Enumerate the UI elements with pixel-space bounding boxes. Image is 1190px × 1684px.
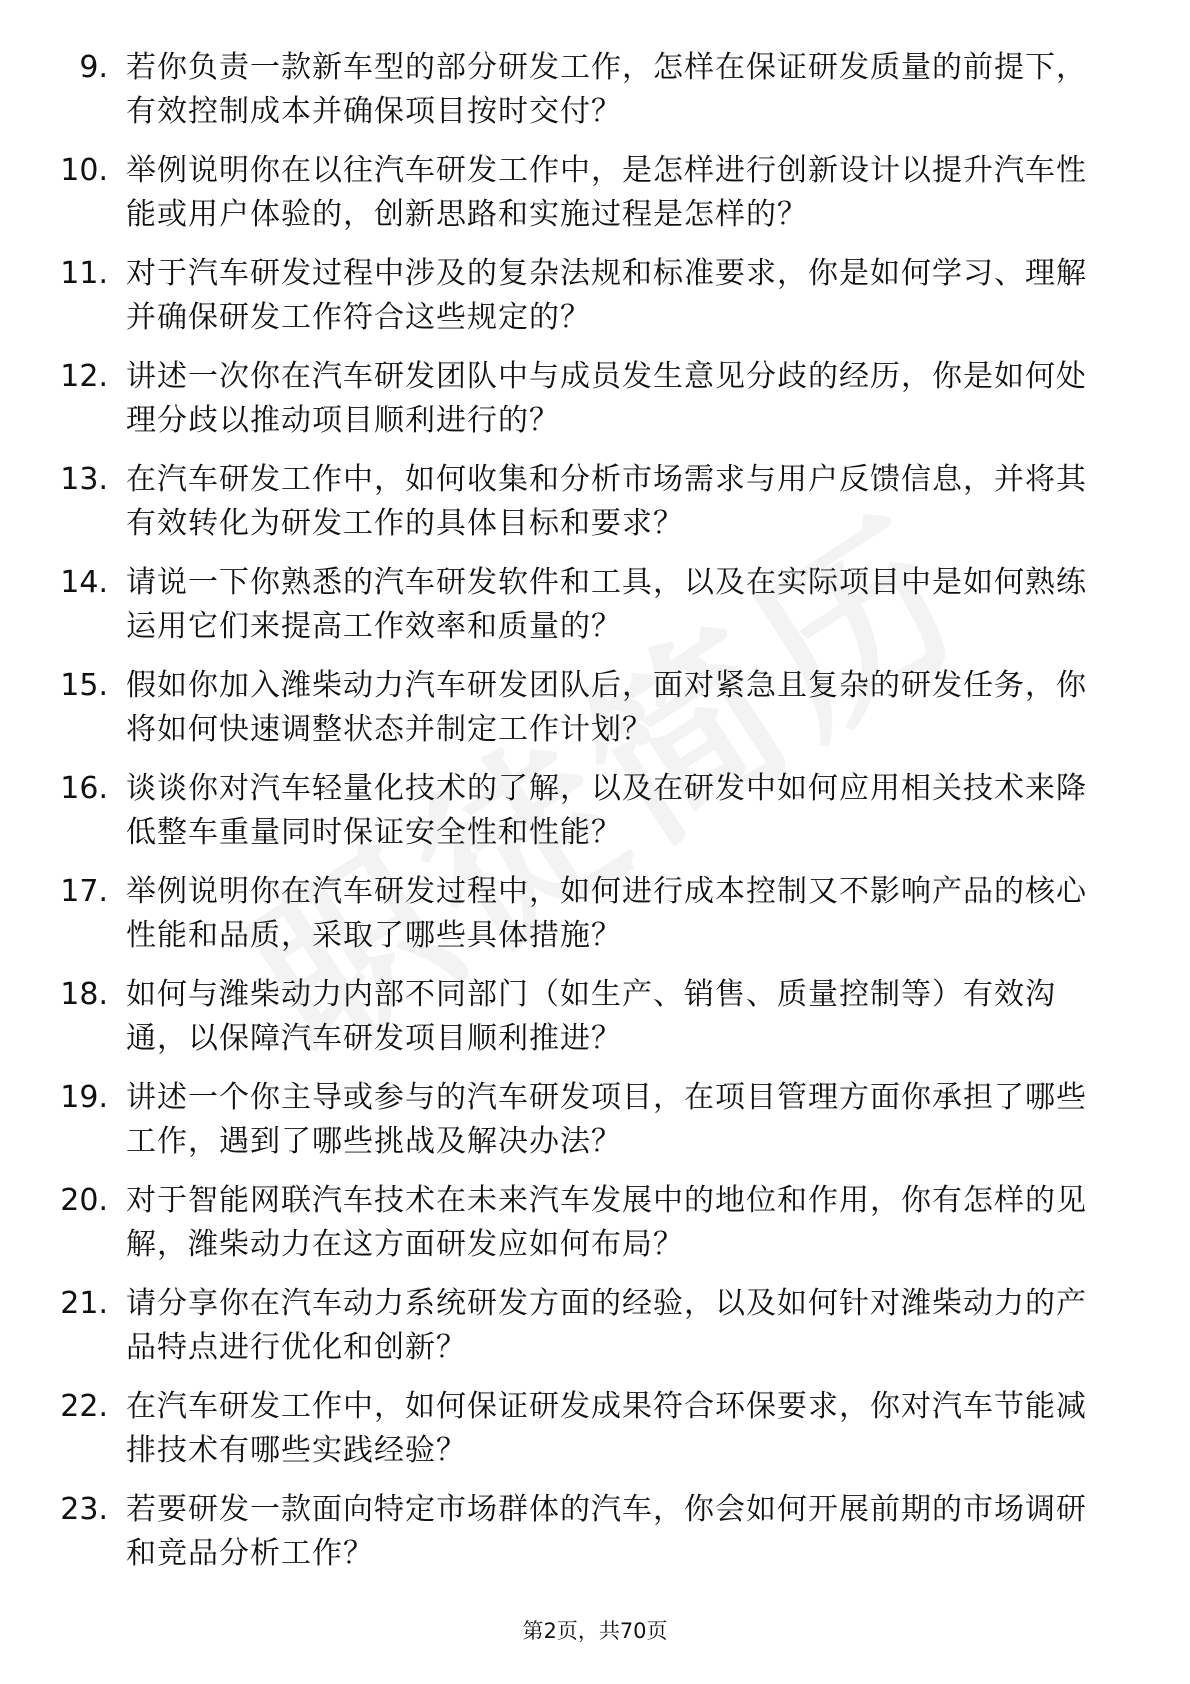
question-item [0, 1076, 1190, 1179]
question-text: 若你负责一款新车型的部分研发工作，怎样在保证研发质量的前提下，有效控制成本并确保项目按时交付？ [126, 50, 1087, 129]
question-text: 举例说明你在以往汽车研发工作中，是怎样进行创新设计以提升汽车性能或用户体验的，创新思路和实施过程是怎样的？ [126, 153, 1087, 232]
question-item [0, 1488, 1190, 1591]
question-item [0, 355, 1190, 458]
question-text: 请分享你在汽车动力系统研发方面的经验，以及如何针对潍柴动力的产品特点进行优化和创新？ [126, 1286, 1087, 1365]
question-number: 14. [60, 565, 108, 600]
question-number: 15. [60, 668, 108, 703]
page-footer: 第2页，共70页 [522, 1619, 668, 1643]
question-text: 举例说明你在汽车研发过程中，如何进行成本控制又不影响产品的核心性能和品质，采取了哪些具体措施？ [126, 874, 1087, 953]
question-item [0, 561, 1190, 664]
question-number: 10. [60, 153, 108, 188]
question-list [0, 46, 1190, 1591]
question-number: 18. [60, 977, 108, 1012]
question-item [0, 458, 1190, 561]
question-text: 讲述一次你在汽车研发团队中与成员发生意见分歧的经历，你是如何处理分歧以推动项目顺利进行的？ [126, 359, 1087, 438]
question-text: 讲述一个你主导或参与的汽车研发项目，在项目管理方面你承担了哪些工作，遇到了哪些挑战及解决办法？ [126, 1080, 1087, 1159]
question-number: 22. [60, 1389, 108, 1424]
question-number: 23. [60, 1492, 108, 1527]
question-item [0, 664, 1190, 767]
question-item [0, 46, 1190, 149]
question-text: 对于智能网联汽车技术在未来汽车发展中的地位和作用，你有怎样的见解，潍柴动力在这方面研发应如何布局？ [126, 1183, 1087, 1262]
question-text: 请说一下你熟悉的汽车研发软件和工具，以及在实际项目中是如何熟练运用它们来提高工作效率和质量的？ [126, 565, 1087, 644]
question-item [0, 767, 1190, 870]
question-number: 11. [60, 256, 108, 291]
question-item [0, 1282, 1190, 1385]
question-item [0, 870, 1190, 973]
question-number: 9. [79, 50, 108, 85]
question-number: 16. [60, 771, 108, 806]
question-text: 若要研发一款面向特定市场群体的汽车，你会如何开展前期的市场调研和竞品分析工作？ [126, 1492, 1087, 1571]
question-item [0, 1179, 1190, 1282]
question-number: 13. [60, 462, 108, 497]
question-item [0, 1385, 1190, 1488]
question-number: 19. [60, 1080, 108, 1115]
question-text: 如何与潍柴动力内部不同部门（如生产、销售、质量控制等）有效沟通，以保障汽车研发项目顺利推进？ [126, 977, 1056, 1056]
question-number: 12. [60, 359, 108, 394]
question-item [0, 973, 1190, 1076]
question-item [0, 149, 1190, 252]
question-text: 谈谈你对汽车轻量化技术的了解，以及在研发中如何应用相关技术来降低整车重量同时保证安全性和性能？ [126, 771, 1087, 850]
question-text: 对于汽车研发过程中涉及的复杂法规和标准要求，你是如何学习、理解并确保研发工作符合这些规定的？ [126, 256, 1087, 335]
question-text: 在汽车研发工作中，如何收集和分析市场需求与用户反馈信息，并将其有效转化为研发工作的具体目标和要求？ [126, 462, 1087, 541]
question-number: 17. [60, 874, 108, 909]
question-item [0, 252, 1190, 355]
question-number: 20. [60, 1183, 108, 1218]
question-text: 在汽车研发工作中，如何保证研发成果符合环保要求，你对汽车节能减排技术有哪些实践经验？ [126, 1389, 1087, 1468]
question-text: 假如你加入潍柴动力汽车研发团队后，面对紧急且复杂的研发任务，你将如何快速调整状态并制定工作计划？ [126, 668, 1087, 747]
question-number: 21. [60, 1286, 108, 1321]
